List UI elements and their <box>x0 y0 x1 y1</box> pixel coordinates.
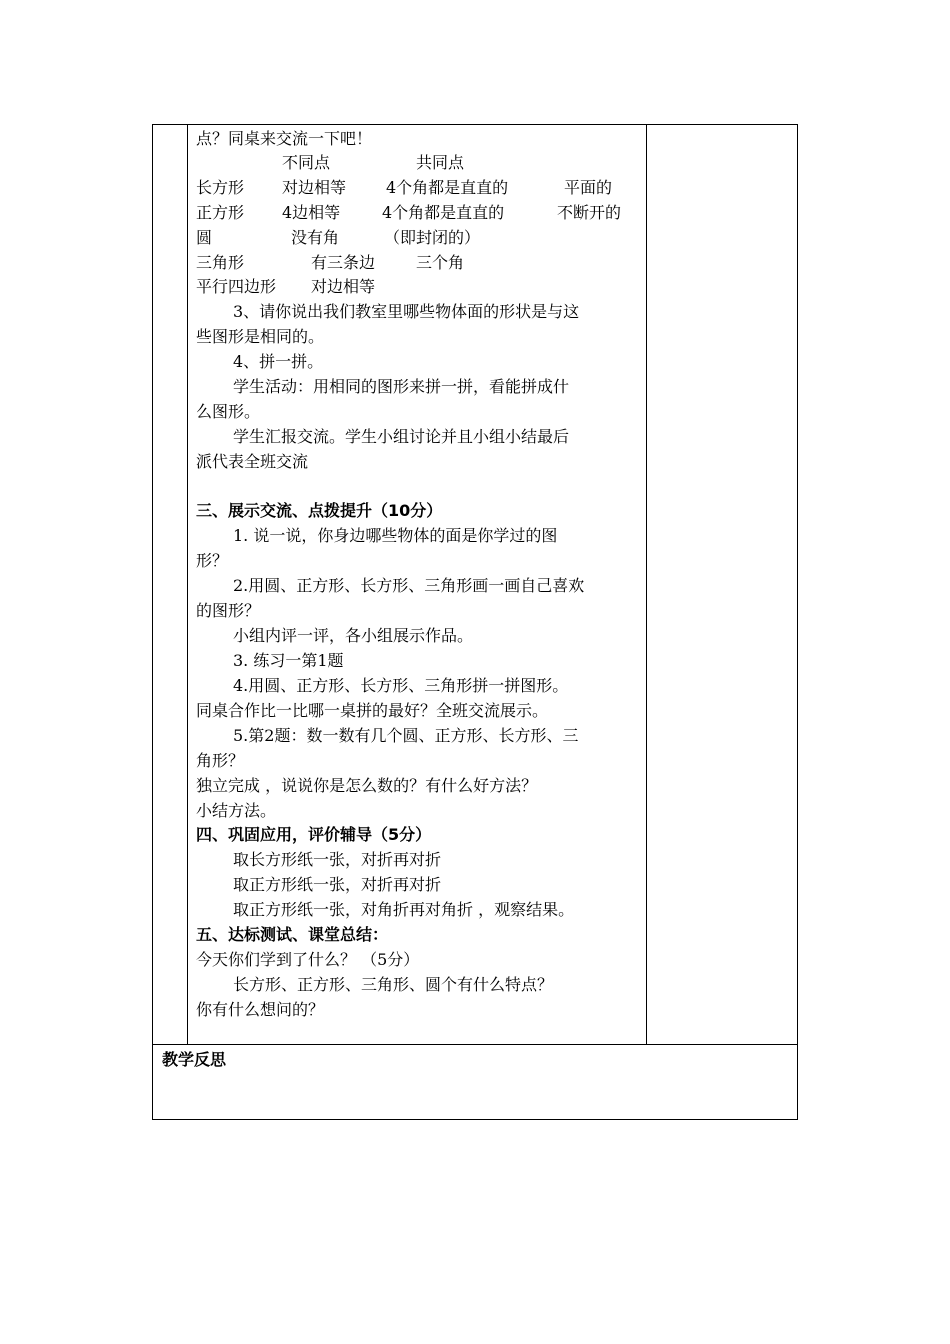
compare-row-common: 三个角 <box>416 253 465 272</box>
compare-row-shape: 圆 <box>196 228 213 247</box>
s3-item5: 5.第2题：数一数有几个圆、正方形、长方形、三 <box>233 726 579 745</box>
compare-row-common: 4个角都是直直的 <box>382 203 505 222</box>
compare-row-diff: 对边相等 <box>282 178 347 197</box>
compare-row-common: 4个角都是直直的 <box>386 178 509 197</box>
table-right-border <box>797 124 798 1120</box>
compare-row-shape: 平行四边形 <box>196 277 277 296</box>
compare-header-diff: 不同点 <box>282 153 331 172</box>
s3-item3: 3. 练习一第1题 <box>233 651 344 670</box>
section4-heading: 四、巩固应用，评价辅导（5分） <box>196 825 432 844</box>
s3-item4: 4.用圆、正方形、长方形、三角形拼一拼图形。 <box>233 676 569 695</box>
table-left-border <box>152 124 153 1120</box>
compare-row-common: （即封闭的） <box>384 228 481 247</box>
s3-item1-cont: 形？ <box>196 551 229 570</box>
s4-line: 取正方形纸一张，对折再对折 <box>233 875 442 894</box>
compare-row-shape: 正方形 <box>196 203 245 222</box>
s3-item4-cont: 同桌合作比一比哪一桌拼的最好？全班交流展示。 <box>196 701 549 720</box>
compare-header-common: 共同点 <box>416 153 465 172</box>
s5-line: 长方形、正方形、三角形、圆个有什么特点？ <box>233 975 554 994</box>
s3-summary: 小结方法。 <box>196 801 277 820</box>
step3-text-cont: 些图形是相同的。 <box>196 327 325 346</box>
activity-text: 学生活动：用相同的图形来拼一拼，看能拼成什 <box>233 377 570 396</box>
s3-item2: 2.用圆、正方形、长方形、三角形画一画自己喜欢 <box>233 576 585 595</box>
compare-row-diff: 没有角 <box>291 228 340 247</box>
row-divider <box>152 1044 798 1045</box>
compare-row-common2: 平面的 <box>564 178 613 197</box>
step4-text: 4、拼一拼。 <box>233 352 324 371</box>
section3-heading: 三、展示交流、点拨提升（10分） <box>196 501 443 520</box>
s5-line: 今天你们学到了什么？ （5分） <box>196 950 420 969</box>
section5-heading: 五、达标测试、课堂总结： <box>196 925 389 944</box>
s3-group-eval: 小组内评一评，各小组展示作品。 <box>233 626 474 645</box>
report-text: 学生汇报交流。学生小组讨论并且小组小结最后 <box>233 427 570 446</box>
activity-text-cont: 么图形。 <box>196 402 261 421</box>
s5-line: 你有什么想问的？ <box>196 1000 325 1019</box>
inner-left-border <box>187 124 188 1044</box>
inner-right-border <box>646 124 647 1044</box>
reflection-label: 教学反思 <box>162 1050 227 1069</box>
table-top-border <box>152 124 798 125</box>
s3-item1: 1. 说一说，你身边哪些物体的面是你学过的图 <box>233 526 558 545</box>
s4-line: 取长方形纸一张，对折再对折 <box>233 850 442 869</box>
compare-row-diff: 有三条边 <box>311 253 376 272</box>
s4-line: 取正方形纸一张，对角折再对角折 ，观察结果。 <box>233 900 575 919</box>
intro-tail-text: 点？同桌来交流一下吧！ <box>196 129 373 148</box>
step3-text: 3、请你说出我们教室里哪些物体面的形状是与这 <box>233 302 580 321</box>
compare-row-diff: 对边相等 <box>311 277 376 296</box>
s3-item2-cont: 的图形？ <box>196 601 261 620</box>
compare-row-shape: 长方形 <box>196 178 245 197</box>
s3-item5-cont: 角形？ <box>196 751 245 770</box>
compare-row-shape: 三角形 <box>196 253 245 272</box>
s3-independent: 独立完成 ，说说你是怎么数的？有什么好方法？ <box>196 776 538 795</box>
compare-row-diff: 4边相等 <box>282 203 341 222</box>
compare-row-common2: 不断开的 <box>557 203 622 222</box>
table-bottom-border <box>152 1119 798 1120</box>
report-text-cont: 派代表全班交流 <box>196 452 309 471</box>
